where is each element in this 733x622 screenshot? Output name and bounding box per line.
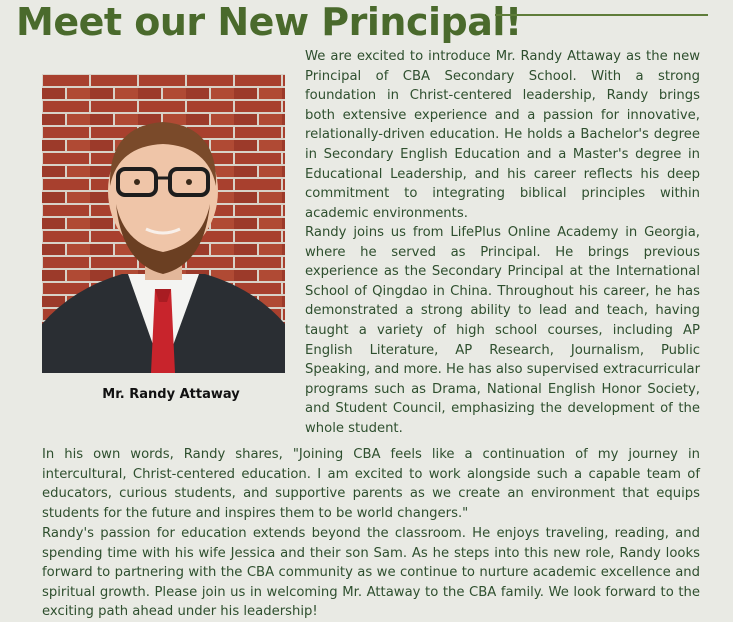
title-divider: [495, 14, 708, 16]
principal-photo: [42, 74, 285, 373]
personal-paragraph: Randy's passion for education extends beyond the classroom. He enjoys traveling, reading, and spending time with his wife Jessica and their son Sam. As he steps into this new role, Randy looks forward to partnering with the CBA community as we continue to nurture academic excellence and spiritual growth. Please join us in welcoming Mr. Attaway to the CBA family. We look forward to the exciting path ahead under his leadership!: [42, 526, 700, 620]
photo-caption: Mr. Randy Attaway: [102, 387, 240, 402]
quote-paragraph: In his own words, Randy shares, "Joining CBA feels like a continuation of my journey in intercultural, Christ-centered education. I am excited to work alongside such a capable team of educators, curious students, and supportive parents as we create an environment that equips students for the future and inspires them to be world changers.": [42, 447, 700, 521]
experience-paragraph: Randy joins us from LifePlus Online Academy in Georgia, where he served as Principal. He brings previous experience as the Secondary Principal at the International School of Qingdao in China. Throughout his career, he has demonstrated a strong ability to lead and teach, having taught a variety of high school courses, including AP English Literature, AP Research, Journalism, Public Speaking, and more. He has also supervised extracurricular programs such as Drama, National English Honor Society, and Student Council, emphasizing the development of the whole student.: [305, 225, 700, 436]
portrait-illustration: [42, 74, 285, 373]
intro-paragraph: We are excited to introduce Mr. Randy Attaway as the new Principal of CBA Secondary School. With a strong foundation in Christ-centered leadership, Randy brings both extensive experience and a passion for innovative, relationally-driven education. He holds a Bachelor's degree in Secondary English Education and a Master's degree in Educational Leadership, and his career reflects his deep commitment to integrating biblical principles within academic environments.: [305, 49, 700, 221]
page-title: Meet our New Principal!: [16, 0, 522, 44]
